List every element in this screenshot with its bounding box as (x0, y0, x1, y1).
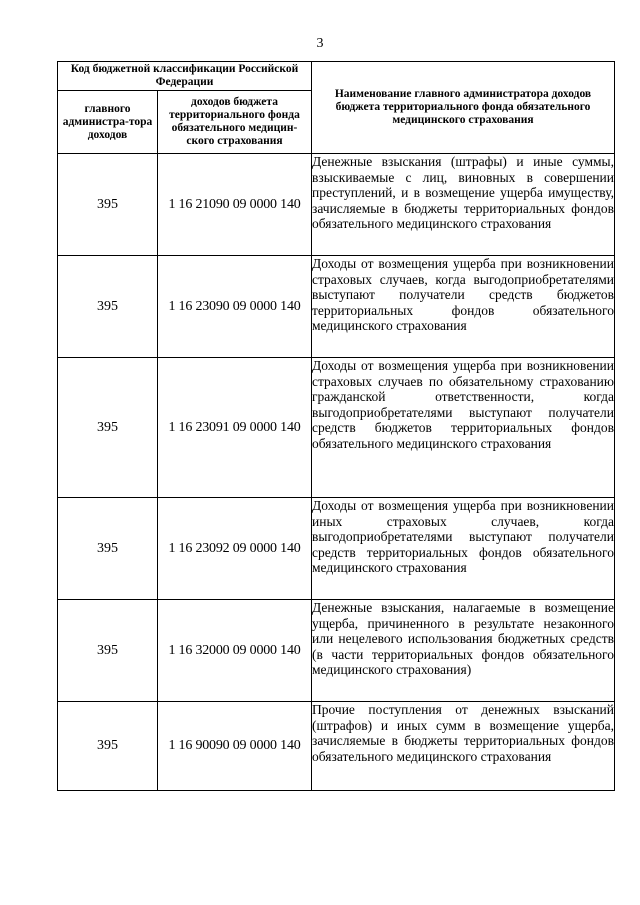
header-admin-column: главного администра-тора доходов (58, 91, 158, 154)
table-row (58, 154, 615, 256)
revenue-name-cell: Денежные взыскания, налагаемые в возмещение ущерба, причиненного в результате незаконного или нецелевого использования бюджетных средств (в части территориальных фондов обязательного медицинского страхования) (312, 600, 615, 702)
kbk-code-cell: 1 16 32000 09 0000 140 (158, 600, 312, 702)
table-row (58, 256, 615, 358)
kbk-code-cell: 1 16 21090 09 0000 140 (158, 154, 312, 256)
budget-classification-table (57, 61, 615, 791)
admin-code-cell: 395 (58, 154, 158, 256)
admin-code-cell: 395 (58, 358, 158, 498)
kbk-code-cell: 1 16 23091 09 0000 140 (158, 358, 312, 498)
table-row (58, 498, 615, 600)
table-row (58, 600, 615, 702)
admin-code-cell: 395 (58, 256, 158, 358)
kbk-code-cell: 1 16 23092 09 0000 140 (158, 498, 312, 600)
header-name-column: Наименование главного администратора доходов бюджета территориального фонда обязательного медицинского страхования (312, 62, 615, 154)
revenue-name-cell: Прочие поступления от денежных взысканий (штрафов) и иных сумм в возмещение ущерба, зачисляемые в бюджеты территориальных фондов обязательного медицинского страхования (312, 702, 615, 791)
revenue-name-cell: Доходы от возмещения ущерба при возникновении страховых случаев, когда выгодоприобретателями выступают получатели средств бюджетов территориальных фондов обязательного медицинского страхования (312, 256, 615, 358)
table-row (58, 702, 615, 791)
revenue-name-cell: Доходы от возмещения ущерба при возникновении страховых случаев по обязательному страхованию гражданской ответственности, когда выгодоприобретателями выступают получатели средств бюджетов территориальных фондов обязательного медицинского страхования (312, 358, 615, 498)
revenue-name-cell: Доходы от возмещения ущерба при возникновении иных страховых случаев, когда выгодоприобретателями выступают получатели средств территориальных фондов обязательного медицинского страхования (312, 498, 615, 600)
table-row (58, 358, 615, 498)
admin-code-cell: 395 (58, 600, 158, 702)
kbk-code-cell: 1 16 90090 09 0000 140 (158, 702, 312, 791)
admin-code-cell: 395 (58, 702, 158, 791)
admin-code-cell: 395 (58, 498, 158, 600)
header-code-group: Код бюджетной классификации Российской Федерации (58, 62, 312, 91)
kbk-code-cell: 1 16 23090 09 0000 140 (158, 256, 312, 358)
header-income-column: доходов бюджета территориального фонда обязательного медицин-ского страхования (158, 91, 312, 154)
revenue-name-cell: Денежные взыскания (штрафы) и иные суммы, взыскиваемые с лиц, виновных в совершении преступлений, и в возмещение ущерба имуществу, зачисляемые в бюджеты территориальных фондов обязательного медицинского страхования (312, 154, 615, 256)
page-number: 3 (316, 36, 324, 51)
